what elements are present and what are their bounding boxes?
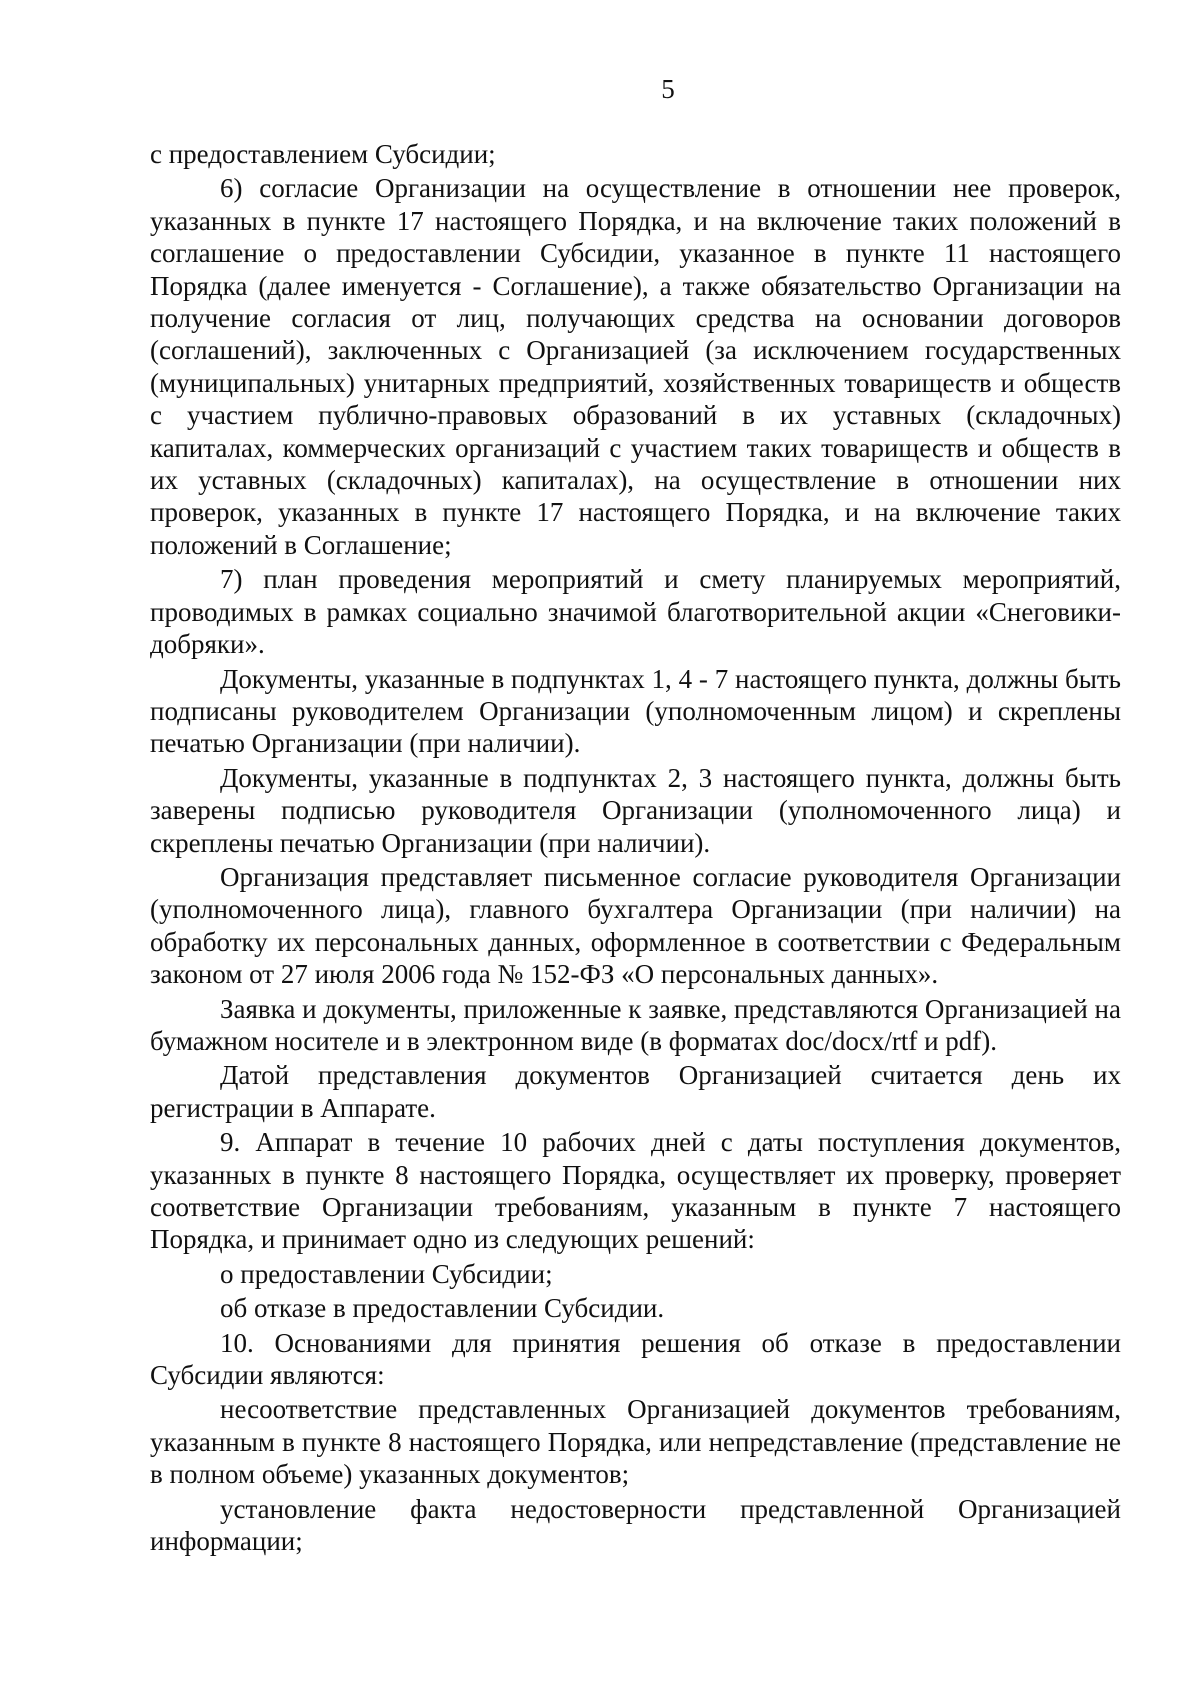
paragraph-personal-data-consent: Организация представляет письменное согласие руководителя Организации (уполномоченного лица), главного бухгалтера Организации (при наличии) на обработку их персональных данных, оформленное в соответствии с Федеральным законом от 27 июля 2006 года № 152-ФЗ «О персональных данных». [150,861,1121,990]
paragraph-decision-refusal: об отказе в предоставлении Субсидии. [220,1293,665,1324]
page-number: 5 [661,74,675,104]
paragraph-submission-date: Датой представления документов Организацией считается день их регистрации в Аппарате. [150,1060,1121,1123]
paragraph-refusal-ground-2: установление факта недостоверности представленной Организацией информации; [150,1493,1121,1557]
paragraph-item-7-plan: 7) план проведения мероприятий и смету планируемых мероприятий, проводимых в рамках социально значимой благотворительной акции «Снеговики-добряки». [150,564,1121,660]
paragraph-refusal-ground-1: несоответствие представленных Организацией документов требованиям, указанным в пункте 8 настоящего Порядка, или непредставление (представление не в полном объеме) указанных документов; [150,1394,1121,1490]
paragraph-certification-requirements: Документы, указанные в подпунктах 2, 3 настоящего пункта, должны быть заверены подписью руководителя Организации (уполномоченного лица) и скреплены печатью Организации (при наличии). [150,762,1121,858]
paragraph-item-6-consent: 6) согласие Организации на осуществление в отношении нее проверок, указанных в пункте 17 настоящего Порядка, и на включение таких положений в соглашение о предоставлении Субсидии, указанное в пункте 11 настоящего Порядка (далее именуется - Соглашение), а также обязательство Организации на получение согласия от лиц, получающих средства на основании договоров (соглашений), заключенных с Организацией (за исключением государственных (муниципальных) унитарных предприятий, хозяйственных товариществ и обществ с участием публично-правовых образований в их уставных (складочных) капиталах, коммерческих организаций с участием таких товариществ и обществ в их уставных (складочных) капиталах), на осуществление в отношении них проверок, указанных в пункте 17 настоящего Порядка, и на включение таких положений в Соглашение; [150,173,1121,560]
paragraph-signing-requirements: Документы, указанные в подпунктах 1, 4 - 7 настоящего пункта, должны быть подписаны руководителем Организации (уполномоченным лицом) и скреплены печатью Организации (при наличии). [150,663,1121,759]
paragraph-section-10: 10. Основаниями для принятия решения об отказе в предоставлении Субсидии являются: [150,1327,1121,1391]
paragraph-submission-format: Заявка и документы, приложенные к заявке, представляются Организацией на бумажном носителе и в электронном виде (в форматах doc/docx/rtf и pdf). [150,993,1121,1056]
document-body [150,138,1121,1559]
paragraph-decision-grant: о предоставлении Субсидии; [220,1258,553,1289]
paragraph-section-9: 9. Аппарат в течение 10 рабочих дней с даты поступления документов, указанных в пункте 8 настоящего Порядка, осуществляет их проверку, проверяет соответствие Организации требованиям, указанным в пункте 7 настоящего Порядка, и принимает одно из следующих решений: [150,1127,1121,1255]
paragraph-continuation: с предоставлением Субсидии; [150,139,496,169]
